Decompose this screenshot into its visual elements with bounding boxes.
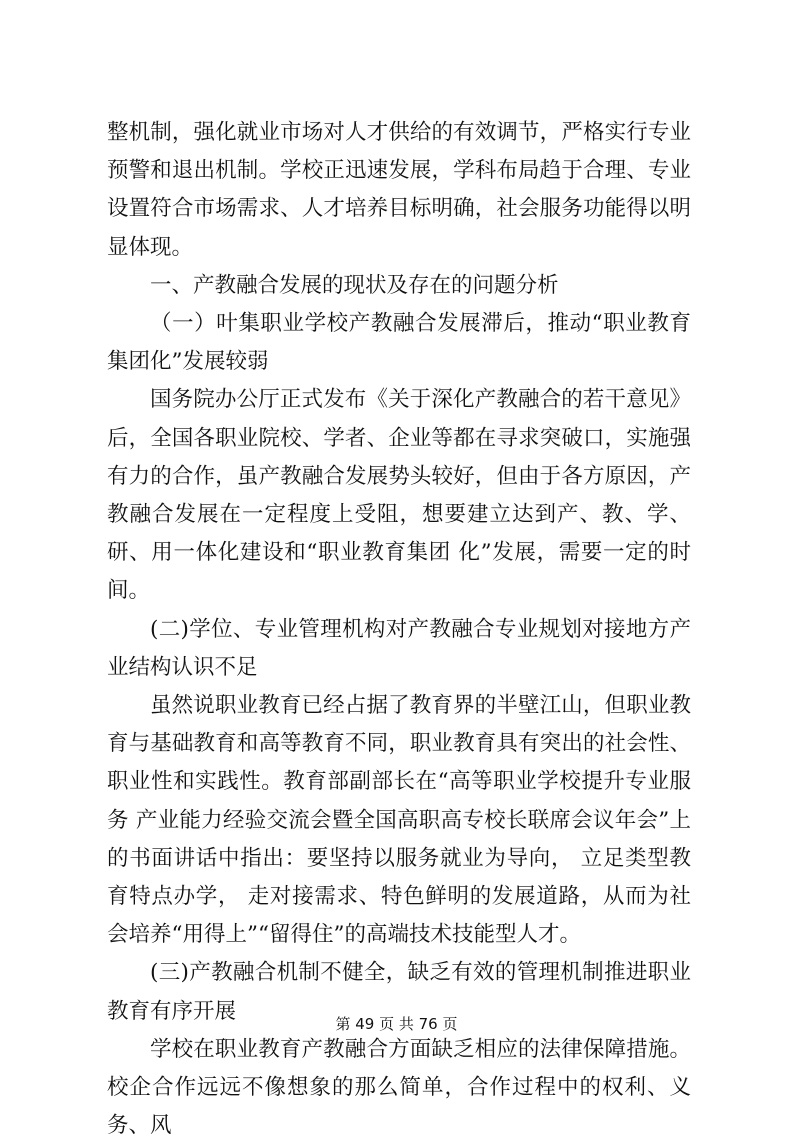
- page-number-footer: 第 49 页 共 76 页: [335, 1015, 458, 1033]
- paragraph-1: 国务院办公厅正式发布《关于深化产教融合的若干意见》后，全国各职业院校、学者、企业等都在寻求突破口，实施强有力的合作，虽产教融合发展势头较好，但由于各方原因，产教融合发展在一定程度上受阻，想要建立达到产、教、学、 研、用一体化建设和“职业教育集团 化”发展，需要一定的时间。: [107, 387, 691, 604]
- body-text: [107, 114, 691, 1145]
- subheading-2: (二)学位、专业管理机构对产教融合专业规划对接地方产业结构认识不足: [107, 616, 691, 680]
- section-heading-1: 一、产教融合发展的现状及存在的问题分析: [150, 272, 559, 298]
- subheading-3: (三)产教融合机制不健全，缺乏有效的管理机制推进职业教育有序开展: [107, 960, 691, 1024]
- paragraph-3: 学校在职业教育产教融合方面缺乏相应的法律保障措施。校企合作远远不像想象的那么简单，合作过程中的权利、义务、风: [107, 1036, 691, 1139]
- paragraph-2: 虽然说职业教育已经占据了教育界的半壁江山，但职业教育与基础教育和高等教育不同，职业教育具有突出的社会性、职业性和实践性。教育部副部长在“高等职业学校提升专业服务 产业能力经验交流会暨全国高职高专校长联席会议年会”上的书面讲话中指出：要坚持以服务就业为导向， 立足类型教育特点办学， 走对接需求、特色鲜明的发展道路，从而为社会培养“用得上”“留得住”的高端技术技能型人才。: [107, 693, 691, 948]
- paragraph-continuation: 整机制，强化就业市场对人才供给的有效调节，严格实行专业预警和退出机制。学校正迅速发展，学科布局趋于合理、专业设置符合市场需求、人才培养目标明确，社会服务功能得以明显体现。: [107, 120, 691, 260]
- subheading-1: （一）叶集职业学校产教融合发展滞后，推动“职业教育集团化”发展较弱: [107, 311, 691, 375]
